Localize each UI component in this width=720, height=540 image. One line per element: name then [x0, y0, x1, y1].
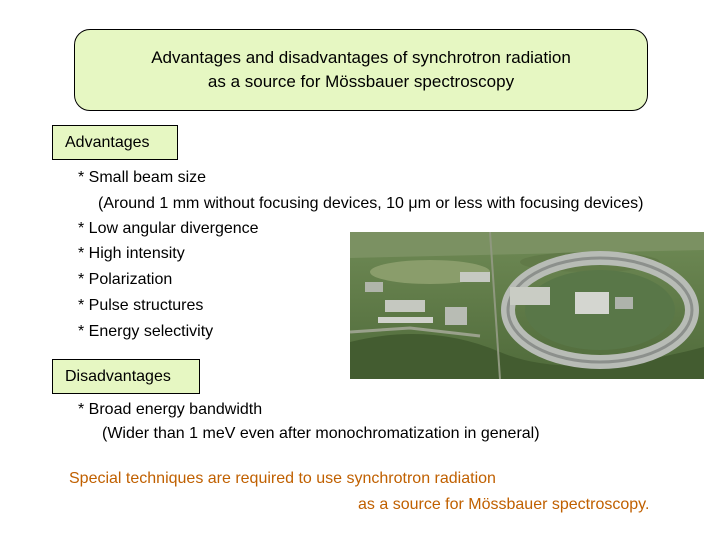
advantage-detail: (Around 1 mm without focusing devices, 10 μm or less with focusing devices)	[98, 195, 644, 212]
advantage-item: * Pulse structures	[78, 297, 204, 314]
advantage-item: * Energy selectivity	[78, 323, 214, 340]
disadvantage-detail: (Wider than 1 meV even after monochromatization in general)	[102, 425, 540, 442]
advantage-item: * Small beam size	[78, 169, 207, 186]
synchrotron-aerial-photo	[350, 232, 704, 379]
conclusion-line-1: Special techniques are required to use synchrotron radiation	[69, 470, 496, 487]
advantage-item: * Polarization	[78, 271, 173, 288]
title-box	[74, 29, 648, 111]
advantage-item: * Low angular divergence	[78, 220, 259, 237]
disadvantages-heading: Disadvantages	[52, 359, 200, 394]
conclusion-line-2: as a source for Mössbauer spectroscopy.	[358, 496, 650, 513]
title-line-1: Advantages and disadvantages of synchrotron radiation	[151, 48, 571, 67]
title-line-2: as a source for Mössbauer spectroscopy	[207, 72, 515, 91]
advantage-item: * High intensity	[78, 245, 185, 262]
advantages-heading: Advantages	[52, 125, 178, 160]
disadvantage-item: * Broad energy bandwidth	[78, 401, 263, 418]
